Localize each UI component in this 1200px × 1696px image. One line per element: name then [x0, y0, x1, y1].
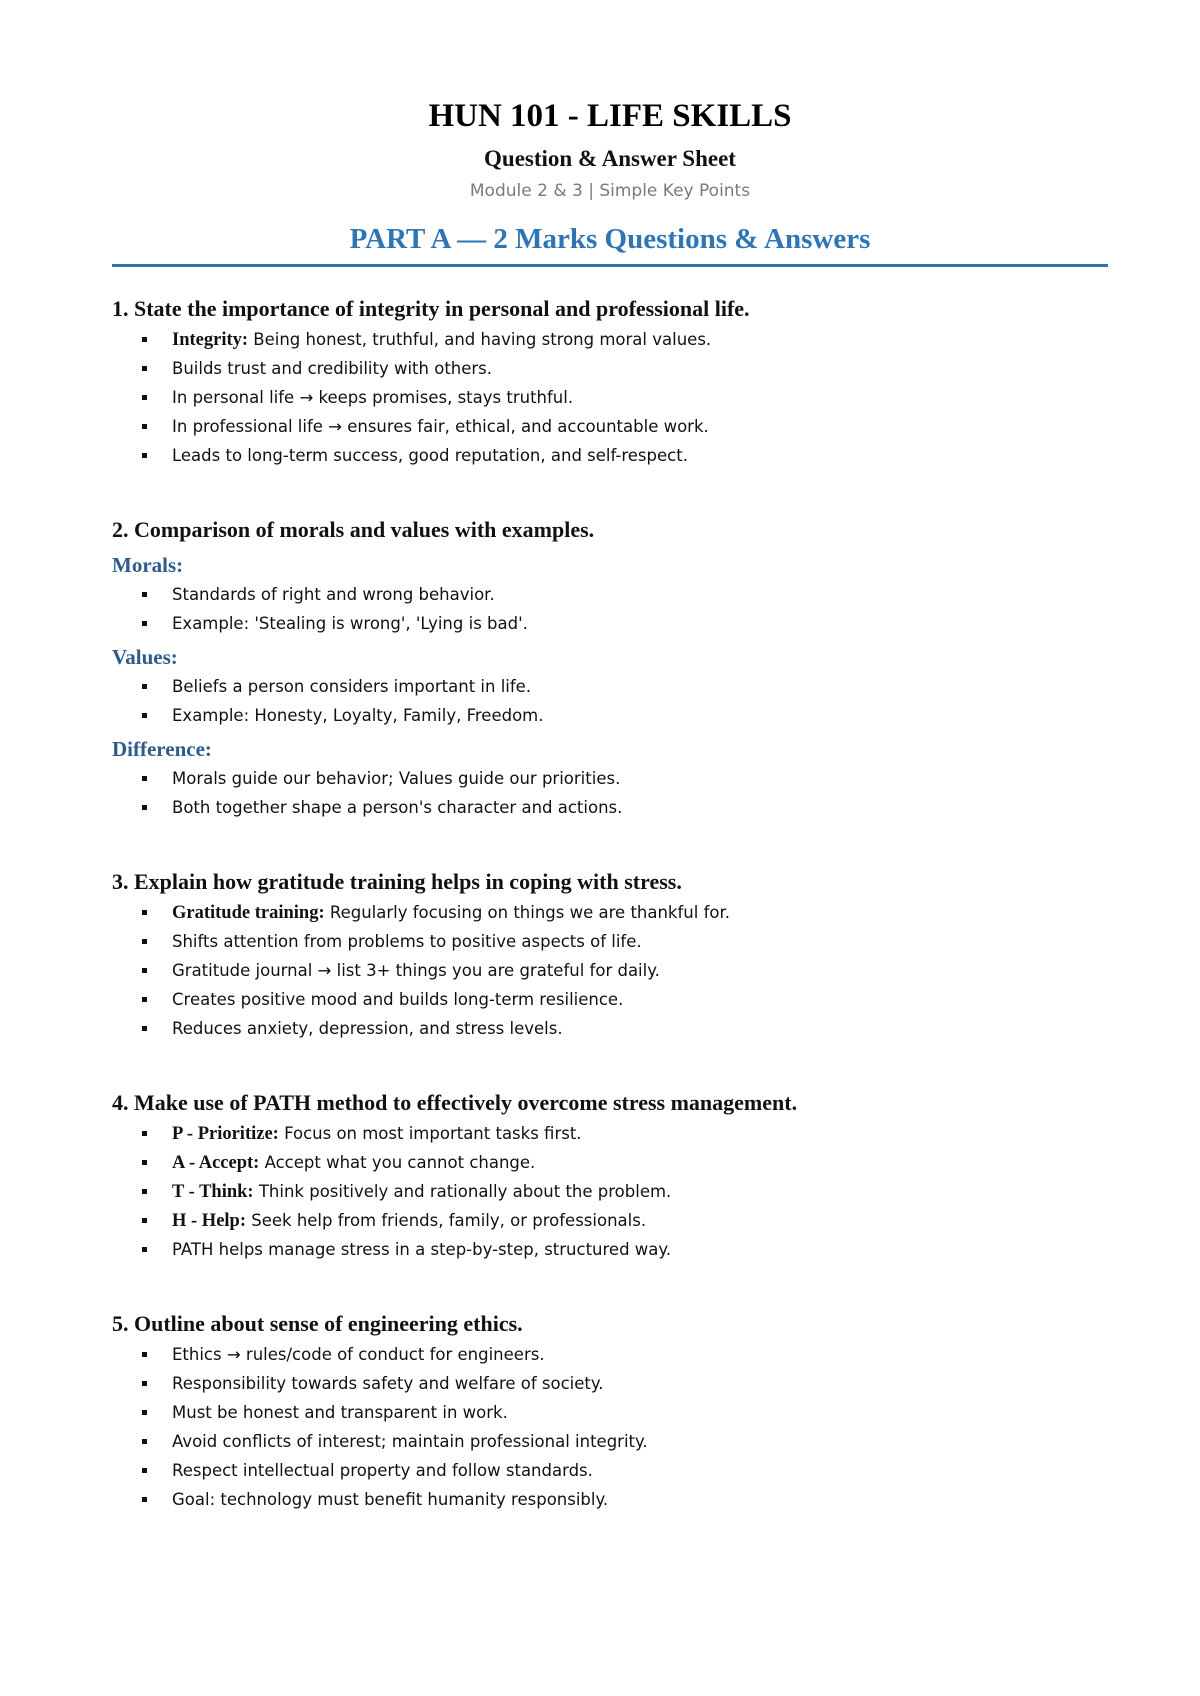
- bullet-icon: [142, 805, 147, 810]
- bullet-icon: [142, 592, 147, 597]
- bullet-icon: [142, 713, 147, 718]
- point-text: Avoid conflicts of interest; maintain professional integrity.: [172, 1432, 648, 1451]
- part-a-divider: [112, 264, 1108, 267]
- key-term: Gratitude training:: [172, 903, 325, 923]
- list-item: [112, 1119, 1108, 1148]
- point-text: Gratitude journal → list 3+ things you are grateful for daily.: [172, 961, 660, 980]
- list-item: [112, 1369, 1108, 1398]
- point-text: Example: 'Stealing is wrong', 'Lying is bad'.: [172, 614, 528, 633]
- question-title: 4. Make use of PATH method to effectively overcome stress management.: [112, 1090, 798, 1115]
- difference-subheading: Difference:: [112, 737, 212, 761]
- list-item: [112, 956, 1108, 985]
- list-item: [112, 1148, 1108, 1177]
- point-text: Morals guide our behavior; Values guide our priorities.: [172, 769, 621, 788]
- answer-points: [112, 1340, 1108, 1514]
- list-item: [112, 793, 1108, 822]
- bullet-icon: [142, 366, 147, 371]
- point-text: PATH helps manage stress in a step-by-step, structured way.: [172, 1240, 672, 1259]
- list-item: [112, 985, 1108, 1014]
- difference-points: [112, 764, 1108, 822]
- list-item: [112, 383, 1108, 412]
- bullet-icon: [142, 968, 147, 973]
- bullet-icon: [142, 1468, 147, 1473]
- bullet-icon: [142, 910, 147, 915]
- point-text: Respect intellectual property and follow standards.: [172, 1461, 593, 1480]
- bullet-icon: [142, 1410, 147, 1415]
- list-item: [112, 580, 1108, 609]
- point-text: Focus on most important tasks first.: [278, 1124, 582, 1143]
- list-item: [112, 1427, 1108, 1456]
- list-item: [112, 1485, 1108, 1514]
- question-title: 2. Comparison of morals and values with examples.: [112, 517, 595, 542]
- point-text: Reduces anxiety, depression, and stress levels.: [172, 1019, 563, 1038]
- question-2: [112, 514, 1108, 822]
- bullet-icon: [142, 1381, 147, 1386]
- bullet-icon: [142, 1131, 147, 1136]
- bullet-icon: [142, 1218, 147, 1223]
- question-title: 3. Explain how gratitude training helps in coping with stress.: [112, 869, 682, 894]
- bullet-icon: [142, 939, 147, 944]
- bullet-icon: [142, 1160, 147, 1165]
- bullet-icon: [142, 621, 147, 626]
- key-term: P - Prioritize:: [172, 1124, 279, 1144]
- point-text: Builds trust and credibility with others.: [172, 359, 493, 378]
- document-title: HUN 101 - LIFE SKILLS: [428, 98, 792, 134]
- bullet-icon: [142, 997, 147, 1002]
- key-term: H - Help:: [172, 1211, 246, 1231]
- morals-points: [112, 580, 1108, 638]
- question-1: [112, 293, 1108, 470]
- bullet-icon: [142, 1439, 147, 1444]
- question-title: 5. Outline about sense of engineering ethics.: [112, 1311, 523, 1336]
- point-text: Responsibility towards safety and welfare of society.: [172, 1374, 604, 1393]
- point-text: Example: Honesty, Loyalty, Family, Freedom.: [172, 706, 544, 725]
- point-text: Seek help from friends, family, or professionals.: [246, 1211, 647, 1230]
- bullet-icon: [142, 1247, 147, 1252]
- values-subheading: Values:: [112, 645, 178, 669]
- point-text: Being honest, truthful, and having strong moral values.: [248, 330, 712, 349]
- list-item: [112, 701, 1108, 730]
- question-5: [112, 1308, 1108, 1514]
- point-text: Leads to long-term success, good reputation, and self-respect.: [172, 446, 688, 465]
- bullet-icon: [142, 337, 147, 342]
- list-item: [112, 1014, 1108, 1043]
- list-item: [112, 1456, 1108, 1485]
- point-text: Goal: technology must benefit humanity responsibly.: [172, 1490, 609, 1509]
- point-text: Ethics → rules/code of conduct for engineers.: [172, 1345, 545, 1364]
- values-points: [112, 672, 1108, 730]
- list-item: [112, 1340, 1108, 1369]
- part-a-heading: PART A — 2 Marks Questions & Answers: [349, 223, 871, 255]
- bullet-icon: [142, 1497, 147, 1502]
- morals-subheading: Morals:: [112, 553, 184, 577]
- list-item: [112, 1206, 1108, 1235]
- point-text: Must be honest and transparent in work.: [172, 1403, 508, 1422]
- key-term: A - Accept:: [172, 1153, 260, 1173]
- list-item: [112, 672, 1108, 701]
- point-text: In personal life → keeps promises, stays truthful.: [172, 388, 574, 407]
- list-item: [112, 441, 1108, 470]
- document-subtitle: Question & Answer Sheet: [484, 146, 736, 171]
- list-item: [112, 927, 1108, 956]
- list-item: [112, 1177, 1108, 1206]
- key-term: Integrity:: [172, 330, 249, 350]
- question-4: [112, 1087, 1108, 1264]
- list-item: [112, 609, 1108, 638]
- document-meta: Module 2 & 3 | Simple Key Points: [469, 181, 751, 201]
- list-item: [112, 412, 1108, 441]
- bullet-icon: [142, 1189, 147, 1194]
- point-text: Shifts attention from problems to positive aspects of life.: [172, 932, 642, 951]
- answer-points: [112, 325, 1108, 470]
- point-text: Regularly focusing on things we are thankful for.: [324, 903, 731, 922]
- point-text: In professional life → ensures fair, ethical, and accountable work.: [172, 417, 709, 436]
- bullet-icon: [142, 395, 147, 400]
- bullet-icon: [142, 684, 147, 689]
- list-item: [112, 325, 1108, 354]
- question-title: 1. State the importance of integrity in personal and professional life.: [112, 296, 750, 321]
- list-item: [112, 898, 1108, 927]
- answer-points: [112, 1119, 1108, 1264]
- list-item: [112, 764, 1108, 793]
- list-item: [112, 1398, 1108, 1427]
- bullet-icon: [142, 453, 147, 458]
- list-item: [112, 354, 1108, 383]
- key-term: T - Think:: [172, 1182, 254, 1202]
- document-page: [112, 96, 1108, 1514]
- point-text: Standards of right and wrong behavior.: [172, 585, 495, 604]
- answer-points: [112, 898, 1108, 1043]
- point-text: Think positively and rationally about the problem.: [253, 1182, 672, 1201]
- point-text: Creates positive mood and builds long-term resilience.: [172, 990, 624, 1009]
- point-text: Accept what you cannot change.: [259, 1153, 536, 1172]
- bullet-icon: [142, 776, 147, 781]
- list-item: [112, 1235, 1108, 1264]
- point-text: Beliefs a person considers important in life.: [172, 677, 532, 696]
- point-text: Both together shape a person's character and actions.: [172, 798, 623, 817]
- bullet-icon: [142, 1026, 147, 1031]
- question-3: [112, 866, 1108, 1043]
- bullet-icon: [142, 424, 147, 429]
- bullet-icon: [142, 1352, 147, 1357]
